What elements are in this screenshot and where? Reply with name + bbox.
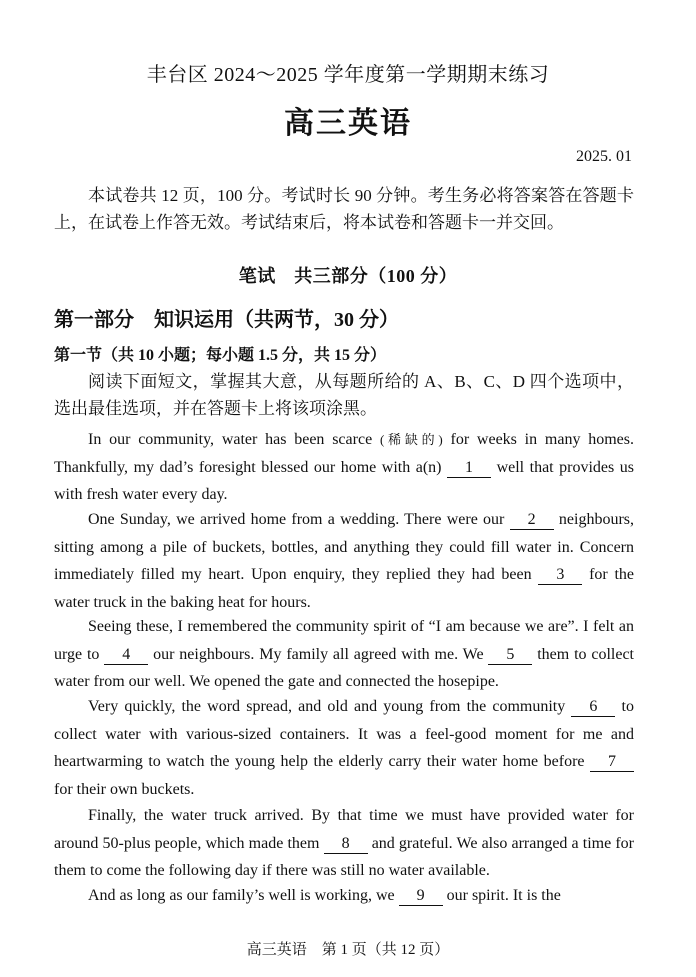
passage-paragraph-4	[54, 693, 634, 803]
passage-paragraph-1	[54, 426, 634, 509]
page-footer: 高三英语 第 1 页（共 12 页）	[246, 942, 450, 958]
directions: 阅读下面短文，掌握其大意，从每题所给的 A、B、C、D 四个选项中，选出最佳选项，并在答题卡上将该项涂黑。	[54, 372, 634, 418]
text-span: to collect water with various-sized containers. It was a feel-good moment for me and heartwarming to watch the young help the elderly carry their water home before	[54, 698, 635, 770]
text-span: our neighbours. My family all agreed with me. We	[148, 645, 489, 663]
passage-paragraph-3	[54, 613, 634, 696]
text-span: In our community, water has been scarce	[88, 431, 380, 448]
blank-2: 2	[510, 511, 554, 530]
blank-9: 9	[399, 887, 443, 906]
blank-8: 8	[324, 835, 368, 854]
blank-4: 4	[104, 646, 148, 665]
passage-paragraph-6	[54, 882, 634, 910]
text-span: for weeks in many homes. Thankfully, my dad’s foresight blessed our home with a(n)	[54, 431, 634, 476]
exam-date: 2025. 01	[576, 148, 632, 165]
blank-3: 3	[538, 566, 582, 585]
subsection-title: 第一节（共 10 小题；每小题 1.5 分，共 15 分）	[54, 347, 387, 364]
passage-paragraph-5	[54, 802, 634, 885]
passage-paragraph-2	[54, 506, 634, 616]
text-span: well that provides us with fresh water every day.	[54, 458, 635, 503]
text-span: Finally, the water truck arrived. By that time we must have provided water for around 50-plus people, which made them	[54, 807, 634, 852]
instructions: 本试卷共 12 页，100 分。考试时长 90 分钟。考生务必将答案答在答题卡上，在试卷上作答无效。考试结束后，将本试卷和答题卡一并交回。	[54, 186, 634, 232]
text-span: our spirit. It is the	[442, 887, 561, 904]
text-span: One Sunday, we arrived home from a wedding. There were our	[88, 511, 510, 528]
blank-1: 1	[447, 459, 491, 478]
text-span: them to collect water from our well. We opened the gate and connected the hosepipe.	[54, 645, 634, 690]
blank-6: 6	[571, 698, 615, 717]
text-span: and grateful. We also arranged a time for them to come the following day if there was still no water available.	[54, 834, 634, 879]
text-span: Very quickly, the word spread, and old and young from the community	[88, 698, 572, 715]
text-span: Seeing these, I remembered the community spirit of “I am because we are”. I felt an urge to	[54, 618, 634, 663]
gloss-note: (稀缺的)	[379, 432, 443, 447]
text-span: for the water truck in the baking heat for hours.	[54, 566, 635, 611]
page-title: 高三英语	[284, 107, 412, 140]
text-span: And as long as our family’s well is working, we	[88, 887, 399, 904]
text-span: neighbours, sitting among a pile of buckets, bottles, and anything they could fill water in. Concern immediately filled my heart. Upon enquiry, they replied they had been	[54, 511, 634, 583]
part-title: 第一部分 知识运用（共两节，30 分）	[54, 309, 399, 331]
exam-header: 丰台区 2024～2025 学年度第一学期期末练习	[146, 64, 550, 86]
text-span: for their own buckets.	[54, 780, 195, 798]
section-title: 笔试 共三部分（100 分）	[238, 266, 458, 286]
blank-7: 7	[590, 753, 634, 772]
blank-5: 5	[488, 646, 532, 665]
